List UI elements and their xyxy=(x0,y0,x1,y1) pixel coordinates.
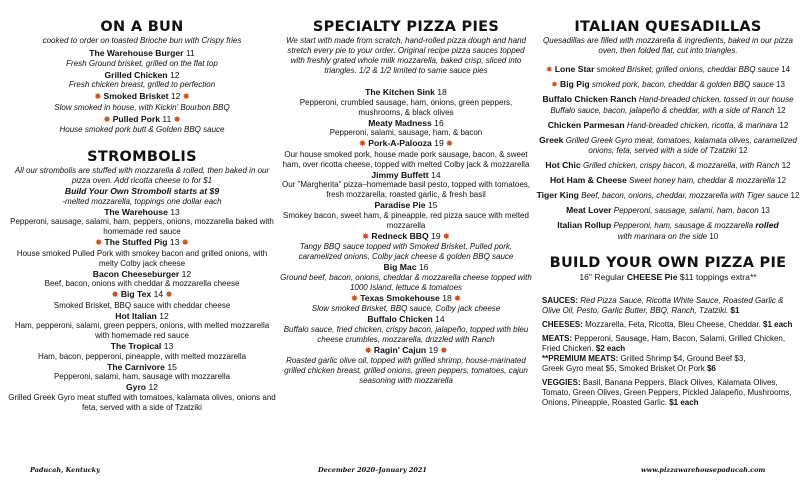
byo-row xyxy=(542,354,800,364)
stromboli-item-desc: Ham, pepperoni, salami, green peppers, onions, with melted mozzarella with homemade red sauce xyxy=(14,321,270,340)
quesadilla-item xyxy=(536,160,800,172)
quesadilla-item xyxy=(536,220,800,242)
specialty-item xyxy=(280,262,532,293)
quesadilla-item-price: 12 xyxy=(776,105,786,115)
specialty-item-price: 18 xyxy=(442,292,452,303)
byo-row-price: $1 xyxy=(730,306,740,315)
byo-row-price: $6 xyxy=(706,364,716,373)
specialty-item-name: Texas Smokehouse xyxy=(360,292,440,303)
quesadilla-item-price: 13 xyxy=(760,206,770,215)
quesadilla-item-desc: Hand-breaded chicken, ricotta, & marinara xyxy=(626,120,778,130)
quesadilla-item xyxy=(536,120,800,132)
chili-icon: ✸ xyxy=(446,139,453,148)
quesadilla-item xyxy=(536,175,800,187)
specialty-item-name: Buffalo Chicken xyxy=(367,314,433,324)
stromboli-item-price: 12 xyxy=(159,310,169,321)
byo-row xyxy=(542,320,800,330)
bun-item-price: 11 xyxy=(162,113,172,124)
bun-item xyxy=(8,48,276,69)
specialty-item-price: 19 xyxy=(428,344,439,355)
specialty-item-title xyxy=(280,345,532,357)
bun-item-price: 11 xyxy=(185,48,195,58)
specialty-item-title xyxy=(280,293,532,305)
specialty-item-desc: Slow smoked Brisket, BBQ sauce, Colby jack cheese xyxy=(311,304,501,313)
specialty-intro: We start with made from scratch, hand-rolled pizza dough and hand stretch every pie to your order. Original recipe pizza sauces topped with freshly grated whole milk mozzarella, baked crisp, sliced into triangles. 1/2 & 1/2 limited to same sauce pies xyxy=(286,36,526,75)
quesadilla-item xyxy=(536,94,800,116)
specialty-item-price: 14 xyxy=(435,314,445,324)
quesadilla-item-price: 12 xyxy=(790,191,800,200)
bun-item-desc: Fresh Ground brisket, grilled on the flat top xyxy=(66,58,218,68)
stromboli-item-desc: Smoked Brisket, BBQ sauce with cheddar cheese xyxy=(53,300,231,310)
specialty-item-name: Redneck BBQ xyxy=(371,230,429,241)
stromboli-item-desc: Pepperoni, salami, ham, sausage with mozzarella xyxy=(53,372,231,381)
chili-icon: ✸ xyxy=(351,293,358,303)
stromboli-item xyxy=(8,269,276,290)
quesadilla-item-desc: Beef, bacon, onions, cheddar, mozzarella with Tiger sauce xyxy=(581,191,789,200)
specialty-item-title xyxy=(280,231,532,243)
specialty-item-desc: Pepperoni, crumbled sausage, ham, onions, green peppers, mushrooms, & black olives xyxy=(299,97,513,117)
byo-row-text: Greek Gyro meat $5, Smoked Brisket Or Pork xyxy=(542,364,705,373)
quesadilla-item-name: Meat Lover xyxy=(566,205,612,215)
stromboli-item-price: 13 xyxy=(169,237,180,247)
column-left xyxy=(8,0,276,413)
chili-icon: ✸ xyxy=(440,345,448,355)
bun-item-title xyxy=(8,48,276,59)
stromboli-item-title xyxy=(8,362,276,373)
stromboli-item-price: 15 xyxy=(167,361,177,372)
byo-row-price: $1 each xyxy=(763,320,793,329)
bun-item-title xyxy=(8,114,276,126)
stromboli-item-desc: Ham, bacon, pepperoni, pineapple, with melted mozzarella xyxy=(37,351,247,361)
specialty-item-desc: Our "Margherita" pizza–homemade basil pesto, topped with tomatoes, fresh mozzarella, roasted garlic, & fresh basil xyxy=(281,180,531,199)
quesadilla-item-name: Big Pig xyxy=(560,79,590,89)
quesadilla-item-desc: smoked Brisket, grilled onions, cheddar BBQ sauce xyxy=(596,65,779,74)
specialty-item xyxy=(280,314,532,345)
stromboli-item-price: 14 xyxy=(153,289,164,299)
stromboli-item xyxy=(8,362,276,383)
stromboli-item-name: Bacon Cheeseburger xyxy=(92,268,180,279)
quesadilla-item-price: 12 xyxy=(781,161,791,170)
byo-pizza-subtitle xyxy=(536,272,800,282)
specialty-item xyxy=(280,293,532,315)
stromboli-item xyxy=(8,311,276,342)
quesadilla-item-price: 13 xyxy=(776,80,785,89)
strombolis-intro: All our strombolis are stuffed with mozzarella & rolled, then baked in our pizza oven. Add ricotta cheese to for $1 xyxy=(14,166,270,185)
bun-item-name: Smoked Brisket xyxy=(103,91,169,101)
byo-row-label: VEGGIES: xyxy=(542,378,581,387)
byo-row xyxy=(542,296,800,316)
chili-icon: ✸ xyxy=(551,80,558,89)
footer-date: December 2020–January 2021 xyxy=(318,466,427,474)
stromboli-item-name: Big Tex xyxy=(120,289,152,299)
byo-row-text: Grilled Shrimp $4, Ground Beef $3, xyxy=(620,354,746,363)
stromboli-item-title xyxy=(8,341,276,352)
byo-row-price: $1 each xyxy=(669,398,699,407)
quesadilla-item-name: Tiger King xyxy=(536,190,579,200)
byo-subtitle-post: $11 toppings extra** xyxy=(679,272,757,282)
quesadilla-item xyxy=(536,64,800,76)
specialty-item xyxy=(280,138,532,170)
quesadilla-item-name: Greek xyxy=(539,134,564,145)
on-a-bun-subtitle: cooked to order on toasted Brioche bun with Crispy fries xyxy=(42,36,242,45)
bun-item xyxy=(8,114,276,136)
stromboli-byo: Build Your Own Stromboli starts at $9 xyxy=(64,186,220,196)
quesadillas-intro: Quesadillas are filled with mozzarella & ingredients, baked in our pizza oven, then folded flat, cut into triangles. xyxy=(543,36,793,55)
specialty-item-name: Jimmy Buffett xyxy=(371,169,429,180)
stromboli-item-title xyxy=(8,237,276,249)
quesadilla-item-name: Hot Chic xyxy=(545,160,581,170)
specialty-item-title xyxy=(280,200,532,211)
chili-icon: ✸ xyxy=(182,92,190,101)
specialty-item-desc: Our house smoked pork, house made pork sausage, bacon, & sweet ham, over ricotta cheese, topped with melted Colby jack & mozzarella xyxy=(282,149,530,169)
stromboli-item-name: Hot Italian xyxy=(115,310,157,321)
specialty-item-desc: Smokey bacon, sweet ham, & pineapple, red pizza sauce with melted mozzarella xyxy=(283,210,529,230)
specialty-item-price: 19 xyxy=(434,138,444,148)
column-right xyxy=(536,0,800,408)
footer-website[interactable]: www.pizzawarehousepaducah.com xyxy=(641,466,766,474)
specialty-item-price: 14 xyxy=(431,169,441,180)
stromboli-item-name: The Warehouse xyxy=(104,206,168,217)
chili-icon: ✸ xyxy=(103,114,111,124)
bun-item xyxy=(8,91,276,113)
chili-icon: ✸ xyxy=(364,345,372,355)
specialty-item-price: 18 xyxy=(437,87,447,97)
specialty-item xyxy=(280,200,532,231)
specialty-item-price: 19 xyxy=(431,230,441,241)
stromboli-item-name: The Carnivore xyxy=(107,361,165,372)
stromboli-item xyxy=(8,289,276,311)
stromboli-item-title xyxy=(8,269,276,280)
stromboli-item-title xyxy=(8,382,276,393)
quesadilla-item xyxy=(536,190,800,202)
quesadilla-item-desc: smoked pork, bacon, cheddar & golden BBQ sauce xyxy=(591,80,774,89)
byo-row-text: Basil, Banana Peppers, Black Olives, Kalamata Olives, Tomato, Green Olives, Green Peppers, Pickled Jalapeño, Mushrooms, Onions, Pineapple, Roasted Garlic. xyxy=(542,378,792,407)
stromboli-item-title xyxy=(8,207,276,218)
quesadilla-item xyxy=(536,135,800,157)
byo-row-label: SAUCES: xyxy=(542,296,579,305)
quesadillas-title: ITALIAN QUESADILLAS xyxy=(574,19,762,35)
stromboli-item-name: The Tropical xyxy=(110,341,162,351)
quesadilla-item-desc2: with marinara on the side xyxy=(617,231,708,241)
bun-item-name: The Warehouse Burger xyxy=(89,48,184,58)
quesadilla-item-desc: Pepperoni, ham, sausage & mozzarella xyxy=(613,221,754,230)
specialty-item-price: 15 xyxy=(427,200,438,210)
specialty-item-desc: Tangy BBQ sauce topped with Smoked Brisket, Pulled pork, caramelized onions, Colby jack cheese & golden BBQ sauce xyxy=(298,242,514,261)
byo-row-price: $2 each xyxy=(595,344,626,353)
specialty-item-name: Meaty Madness xyxy=(368,117,432,128)
chili-icon: ✸ xyxy=(165,290,173,299)
quesadilla-item-price: 12 xyxy=(738,146,748,155)
chili-icon: ✸ xyxy=(181,238,189,247)
bun-item-desc: Fresh chicken breast, grilled to perfection xyxy=(68,80,216,89)
specialty-item xyxy=(280,231,532,263)
quesadilla-item-price: 10 xyxy=(709,231,719,241)
byo-row-label: **PREMIUM MEATS: xyxy=(542,354,619,363)
stromboli-item-price: 13 xyxy=(170,206,180,217)
specialty-item-title xyxy=(280,314,532,325)
stromboli-item-name: Gyro xyxy=(125,382,147,392)
quesadilla-item-name: Italian Rollup xyxy=(557,220,612,230)
chili-icon: ✸ xyxy=(545,65,553,74)
byo-row-label: CHEESES: xyxy=(542,320,583,329)
bun-item-desc: Slow smoked in house, with Kickin' Bourbon BBQ xyxy=(54,102,230,112)
stromboli-item xyxy=(8,207,276,238)
specialty-item xyxy=(280,345,532,387)
bun-item-price: 12 xyxy=(169,69,180,80)
stromboli-item-name: The Stuffed Pig xyxy=(104,237,168,247)
chili-icon: ✸ xyxy=(95,238,103,247)
byo-subtitle-pre: 16" Regular xyxy=(579,272,625,282)
chili-icon: ✸ xyxy=(454,293,461,303)
byo-row-text: Pepperoni, Sausage, Ham, Bacon, Salami, Grilled Chicken, Fried Chicken. xyxy=(542,334,786,353)
stromboli-item xyxy=(8,341,276,362)
specialty-item-name: Pork-A-Palooza xyxy=(368,138,432,148)
stromboli-item-title xyxy=(8,289,276,301)
specialty-item-desc: Ground beef, bacon, onions, cheddar & mozzarella cheese topped with 1000 Island, lettuce & tomatoes xyxy=(280,272,532,292)
specialty-item-name: The Kitchen Sink xyxy=(365,87,435,97)
bun-item-name: Grilled Chicken xyxy=(104,69,168,80)
specialty-item-title xyxy=(280,262,532,273)
chili-icon: ✸ xyxy=(443,231,450,241)
column-middle xyxy=(280,0,532,386)
on-a-bun-list xyxy=(8,48,276,135)
stromboli-item-price: 12 xyxy=(148,382,158,392)
stromboli-item-title xyxy=(8,311,276,322)
byo-row xyxy=(542,378,800,408)
byo-pizza-options xyxy=(536,296,800,408)
specialty-title: SPECIALTY PIZZA PIES xyxy=(312,19,500,35)
specialty-item-title xyxy=(280,87,532,98)
specialty-item xyxy=(280,87,532,118)
quesadilla-item-desc: Grilled Greek Gyro meat, tomatoes, kalamata olives, caramelized onions, feta, served with a side of Tzatziki xyxy=(565,135,797,155)
byo-subtitle-bold: CHEESE Pie xyxy=(626,272,678,282)
quesadilla-item-price: 12 xyxy=(777,176,787,185)
bun-item-name: Pulled Pork xyxy=(112,113,160,124)
specialty-item xyxy=(280,170,532,201)
bun-item-price: 12 xyxy=(170,91,181,101)
bun-item-title xyxy=(8,70,276,81)
quesadilla-item-name: Lone Star xyxy=(554,64,595,74)
bun-item xyxy=(8,70,276,91)
stromboli-item xyxy=(8,237,276,269)
quesadilla-item-name: Buffalo Chicken Ranch xyxy=(542,94,637,104)
byo-row xyxy=(542,364,800,374)
stromboli-item-desc: House smoked Pulled Pork with smokey bacon and grilled onions, with melty Colby jack cheese xyxy=(16,248,268,268)
quesadilla-item-desc: Sweet honey ham, cheddar & mozzarella xyxy=(629,176,775,185)
specialty-item-price: 16 xyxy=(434,117,444,128)
stromboli-item-price: 13 xyxy=(163,341,174,351)
stromboli-item xyxy=(8,382,276,413)
chili-icon: ✸ xyxy=(94,92,102,101)
bun-item-title xyxy=(8,91,276,103)
specialty-item-title xyxy=(280,170,532,181)
quesadilla-item xyxy=(536,205,800,217)
byo-pizza-title: BUILD YOUR OWN PIZZA PIE xyxy=(549,255,787,271)
stromboli-byo-note: -melted mozzarella, toppings one dollar each xyxy=(62,196,222,206)
specialty-item-name: Ragin' Cajun xyxy=(373,344,427,355)
specialty-item-name: Big Mac xyxy=(383,262,417,272)
strombolis-list xyxy=(8,207,276,413)
byo-row xyxy=(542,334,800,354)
chili-icon: ✸ xyxy=(359,139,366,148)
footer-location: Paducah, Kentucky xyxy=(30,466,100,474)
chili-icon: ✸ xyxy=(173,114,181,124)
strombolis-title: STROMBOLIS xyxy=(87,149,197,165)
quesadilla-item-desc: Grilled chicken, crispy bacon, & mozzarella, with Ranch xyxy=(582,161,780,170)
chili-icon: ✸ xyxy=(111,290,119,299)
quesadilla-item-name: Hot Ham & Cheese xyxy=(549,175,627,185)
chili-icon: ✸ xyxy=(362,231,369,241)
specialty-item xyxy=(280,118,532,139)
specialty-item-desc: Buffalo sauce, fried chicken, crispy bacon, jalapeño, topped with bleu cheese crumbles, mozzarella, drizzled with Ranch xyxy=(283,324,529,344)
specialty-item-price: 16 xyxy=(418,262,429,272)
on-a-bun-title: ON A BUN xyxy=(100,19,184,35)
byo-row-text: Mozzarella, Feta, Ricotta, Bleu Cheese, Cheddar. xyxy=(585,320,761,329)
bun-item-desc: House smoked pork butt & Golden BBQ sauce xyxy=(59,125,225,134)
stromboli-item-desc: Beef, bacon, onions with cheddar & mozzarella cheese xyxy=(44,279,240,288)
quesadilla-item-desc-bold: rolled xyxy=(755,220,779,230)
quesadilla-item xyxy=(536,79,800,91)
quesadilla-item-desc: Hand-breaded chicken, tossed in our house Buffalo sauce, bacon, jalapeño & cheddar, with a side of Ranch xyxy=(550,95,794,115)
quesadilla-item-price: 14 xyxy=(781,65,791,74)
quesadilla-item-desc: Pepperoni, sausage, salami, ham, bacon xyxy=(613,206,759,215)
specialty-item-desc: Pepperoni, salami, sausage, ham, & bacon xyxy=(329,128,483,137)
byo-row-text: Red Pizza Sauce, Ricotta White Sauce, Roasted Garlic & Olive Oil, Pesto, Garlic Butter, BBQ, Ranch, Tzatziki. xyxy=(542,296,784,315)
stromboli-item-desc: Grilled Greek Gyro meat stuffed with tomatoes, kalamata olives, onions and feta, served with a side of Tzatziki xyxy=(8,392,276,412)
stromboli-item-price: 12 xyxy=(181,268,192,279)
quesadilla-item-name: Chicken Parmesan xyxy=(547,119,625,130)
quesadilla-item-price: 12 xyxy=(779,120,789,130)
specialty-item-name: Paradise Pie xyxy=(374,200,426,210)
specialty-item-desc: Roasted garlic olive oil, topped with grilled shrimp, house-marinated grilled chicken breast, grilled onions, green peppers, tomatoes, cajun seasoning with mozzarella xyxy=(284,356,528,385)
stromboli-item-desc: Pepperoni, sausage, salami, ham, peppers, onions, mozzarella baked with homemade red sauce xyxy=(10,217,274,236)
byo-row-label: MEATS: xyxy=(542,334,573,343)
specialty-item-title xyxy=(280,138,532,150)
specialty-list xyxy=(280,87,532,386)
quesadillas-list xyxy=(536,64,800,242)
specialty-item-title xyxy=(280,118,532,129)
